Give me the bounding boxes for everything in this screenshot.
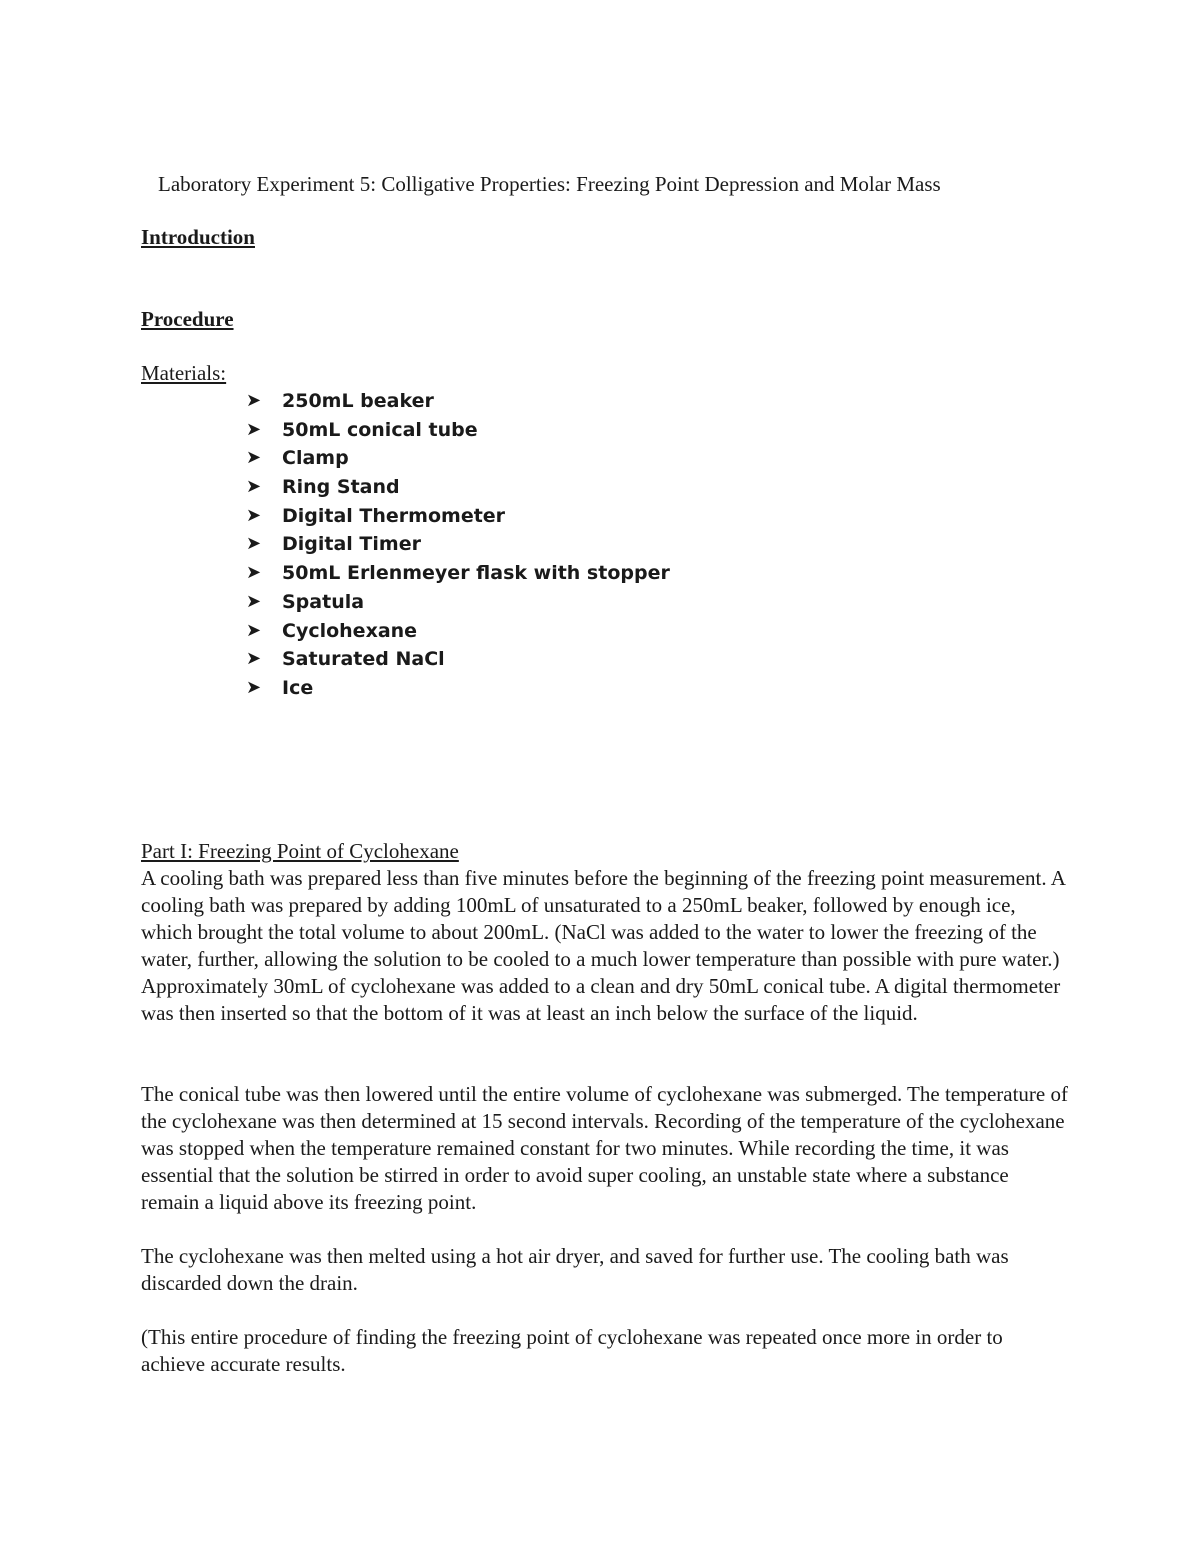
list-item (246, 674, 670, 703)
paragraph: (This entire procedure of finding the freezing point of cyclohexane was repeated once more in order to achieve accurate results. (141, 1325, 1003, 1376)
arrow-bullet-icon: ➤ (246, 447, 262, 469)
paragraph: The conical tube was then lowered until the entire volume of cyclohexane was submerged. The temperature of the cyclohexane was then determined at 15 second intervals. Recording of the temperature of the cyclohexane was stopped when the temperature remained constant for two minutes. While recording the time, it was essential that the solution be stirred in order to avoid super cooling, an unstable state where a substance remain a liquid above its freezing point. (141, 1082, 1068, 1214)
list-item (246, 444, 670, 473)
list-item (246, 559, 670, 588)
materials-list (246, 387, 670, 703)
list-item (246, 617, 670, 646)
procedure-heading: Procedure (141, 307, 234, 331)
list-item (246, 416, 670, 445)
arrow-bullet-icon: ➤ (246, 476, 262, 498)
arrow-bullet-icon: ➤ (246, 619, 262, 641)
list-item (246, 530, 670, 559)
introduction-heading: Introduction (141, 225, 255, 249)
material-label: 50mL conical tube (282, 418, 478, 441)
material-label: Clamp (282, 447, 349, 470)
material-label: Saturated NaCl (282, 648, 445, 671)
material-label: Spatula (282, 590, 365, 613)
document-title: Laboratory Experiment 5: Colligative Properties: Freezing Point Depression and Molar Mass (158, 172, 941, 196)
part1-title: Part I: Freezing Point of Cyclohexane (141, 839, 459, 863)
material-label: 50mL Erlenmeyer flask with stopper (282, 562, 670, 585)
paragraph-block (141, 1081, 1071, 1216)
materials-label: Materials: (141, 361, 227, 385)
material-label: Digital Timer (282, 533, 421, 556)
arrow-bullet-icon: ➤ (246, 390, 262, 411)
material-label: 250mL beaker (282, 390, 434, 412)
arrow-bullet-icon: ➤ (246, 418, 262, 440)
arrow-bullet-icon: ➤ (246, 504, 262, 526)
list-item (246, 502, 670, 531)
paragraph-block (141, 1324, 1071, 1378)
material-label: Cyclohexane (282, 619, 418, 642)
material-label: Ring Stand (282, 476, 400, 499)
material-label: Ice (282, 676, 314, 699)
material-label: Digital Thermometer (282, 504, 506, 527)
arrow-bullet-icon: ➤ (246, 648, 262, 670)
paragraph: The cyclohexane was then melted using a hot air dryer, and saved for further use. The cooling bath was discarded down the drain. (141, 1244, 1009, 1295)
arrow-bullet-icon: ➤ (246, 676, 262, 698)
list-item (246, 473, 670, 502)
paragraph: A cooling bath was prepared less than five minutes before the beginning of the freezing point measurement. A cooling bath was prepared by adding 100mL of unsaturated to a 250mL beaker, followed by enough ice, which brought the total volume to about 200mL. (NaCl was added to the water to lower the freezing of the water, further, allowing the solution to be cooled to a much lower temperature than possible with pure water.) Approximately 30mL of cyclohexane was added to a clean and dry 50mL conical tube. A digital thermometer was then inserted so that the bottom of it was at least an inch below the surface of the liquid. (141, 866, 1065, 1025)
arrow-bullet-icon: ➤ (246, 562, 262, 584)
list-item (246, 588, 670, 617)
list-item (246, 387, 670, 416)
part1-section (141, 838, 1071, 1027)
arrow-bullet-icon: ➤ (246, 533, 262, 555)
list-item (246, 645, 670, 674)
paragraph-block (141, 1243, 1071, 1297)
arrow-bullet-icon: ➤ (246, 590, 262, 612)
